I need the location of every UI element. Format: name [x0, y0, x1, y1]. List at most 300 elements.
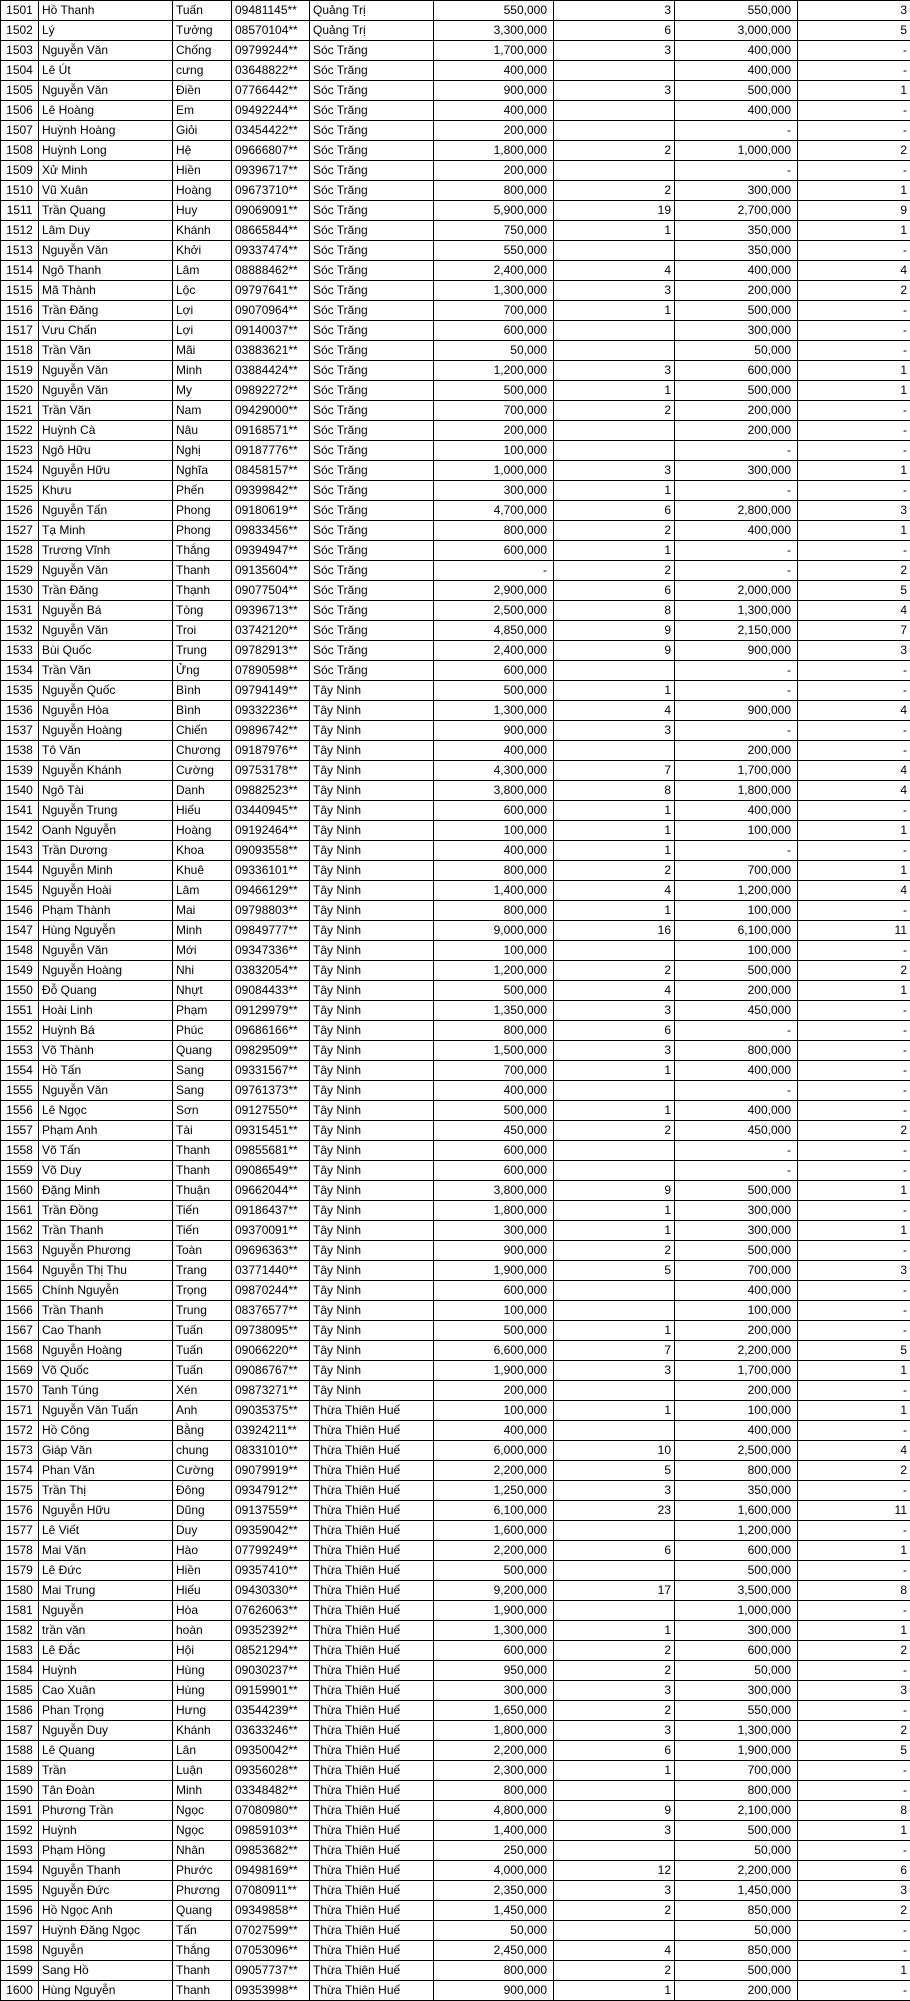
amount-2-cell: 200,000: [675, 281, 798, 301]
count-2-cell: 2: [798, 1121, 910, 1141]
table-row: [1, 161, 910, 181]
phone-cell: 09084433**: [232, 981, 310, 1001]
row-number: 1523: [1, 441, 39, 461]
row-number: 1530: [1, 581, 39, 601]
count-2-cell: -: [798, 341, 910, 361]
phone-cell: 09696363**: [232, 1241, 310, 1261]
amount-cell: 750,000: [434, 221, 554, 241]
amount-cell: 600,000: [434, 1281, 554, 1301]
given-name-cell: Điền: [173, 81, 232, 101]
province-cell: Tây Ninh: [310, 1301, 434, 1321]
province-cell: Tây Ninh: [310, 1061, 434, 1081]
family-name-cell: Nguyễn Trung: [39, 801, 173, 821]
count-2-cell: -: [798, 321, 910, 341]
count-2-cell: 5: [798, 21, 910, 41]
amount-cell: 4,850,000: [434, 621, 554, 641]
table-row: [1, 1041, 910, 1061]
row-number: 1556: [1, 1101, 39, 1121]
amount-cell: 800,000: [434, 1781, 554, 1801]
count-cell: 1: [554, 221, 675, 241]
phone-cell: 09849777**: [232, 921, 310, 941]
family-name-cell: Bùi Quốc: [39, 641, 173, 661]
phone-cell: 09466129**: [232, 881, 310, 901]
row-number: 1581: [1, 1601, 39, 1621]
row-number: 1510: [1, 181, 39, 201]
row-number: 1531: [1, 601, 39, 621]
count-2-cell: 2: [798, 561, 910, 581]
family-name-cell: Nguyễn Hòa: [39, 701, 173, 721]
phone-cell: 09035375**: [232, 1401, 310, 1421]
province-cell: Thừa Thiên Huế: [310, 1401, 434, 1421]
amount-2-cell: 700,000: [675, 1261, 798, 1281]
count-2-cell: -: [798, 1921, 910, 1941]
amount-cell: 400,000: [434, 741, 554, 761]
given-name-cell: Thanh: [173, 561, 232, 581]
province-cell: Quảng Trị: [310, 21, 434, 41]
count-cell: [554, 941, 675, 961]
family-name-cell: Nguyễn: [39, 1601, 173, 1621]
row-number: 1539: [1, 761, 39, 781]
count-2-cell: -: [798, 101, 910, 121]
amount-cell: 1,300,000: [434, 1621, 554, 1641]
count-cell: 6: [554, 1021, 675, 1041]
count-cell: 2: [554, 1641, 675, 1661]
amount-cell: 550,000: [434, 1, 554, 21]
table-row: [1, 1461, 910, 1481]
family-name-cell: Ngô Tài: [39, 781, 173, 801]
given-name-cell: Tài: [173, 1121, 232, 1141]
province-cell: Tây Ninh: [310, 1321, 434, 1341]
phone-cell: 09180619**: [232, 501, 310, 521]
count-2-cell: -: [798, 1481, 910, 1501]
amount-cell: 4,000,000: [434, 1861, 554, 1881]
amount-2-cell: 200,000: [675, 741, 798, 761]
table-row: [1, 1181, 910, 1201]
family-name-cell: Trương Vĩnh: [39, 541, 173, 561]
row-number: 1558: [1, 1141, 39, 1161]
amount-2-cell: 500,000: [675, 1961, 798, 1981]
count-2-cell: -: [798, 1321, 910, 1341]
row-number: 1571: [1, 1401, 39, 1421]
count-2-cell: -: [798, 1301, 910, 1321]
row-number: 1595: [1, 1881, 39, 1901]
row-number: 1583: [1, 1641, 39, 1661]
count-2-cell: 1: [798, 221, 910, 241]
count-cell: 3: [554, 1001, 675, 1021]
province-cell: Thừa Thiên Huế: [310, 1461, 434, 1481]
amount-cell: 1,600,000: [434, 1521, 554, 1541]
phone-cell: 09137559**: [232, 1501, 310, 1521]
phone-cell: 09782913**: [232, 641, 310, 661]
row-number: 1591: [1, 1801, 39, 1821]
table-row: [1, 601, 910, 621]
given-name-cell: Trọng: [173, 1281, 232, 1301]
table-row: [1, 1581, 910, 1601]
amount-2-cell: 50,000: [675, 1841, 798, 1861]
count-2-cell: 3: [798, 1681, 910, 1701]
row-number: 1505: [1, 81, 39, 101]
family-name-cell: Nguyễn Hữu: [39, 1501, 173, 1521]
amount-cell: 1,800,000: [434, 1201, 554, 1221]
province-cell: Sóc Trăng: [310, 461, 434, 481]
family-name-cell: Trần Quang: [39, 201, 173, 221]
family-name-cell: Nguyễn Văn Tuấn: [39, 1401, 173, 1421]
amount-cell: 400,000: [434, 101, 554, 121]
phone-cell: 09069091**: [232, 201, 310, 221]
amount-cell: 600,000: [434, 1641, 554, 1661]
given-name-cell: Tuấn: [173, 1, 232, 21]
phone-cell: 09332236**: [232, 701, 310, 721]
family-name-cell: Nguyễn Phương: [39, 1241, 173, 1261]
count-cell: 3: [554, 1881, 675, 1901]
table-row: [1, 581, 910, 601]
count-cell: 1: [554, 541, 675, 561]
province-cell: Sóc Trăng: [310, 281, 434, 301]
table-row: [1, 1421, 910, 1441]
amount-2-cell: -: [675, 561, 798, 581]
count-2-cell: 9: [798, 201, 910, 221]
table-row: [1, 1501, 910, 1521]
row-number: 1533: [1, 641, 39, 661]
given-name-cell: Phước: [173, 1861, 232, 1881]
count-2-cell: 2: [798, 1641, 910, 1661]
table-row: [1, 141, 910, 161]
phone-cell: 03832054**: [232, 961, 310, 981]
province-cell: Sóc Trăng: [310, 421, 434, 441]
amount-cell: 200,000: [434, 121, 554, 141]
family-name-cell: Phan Văn: [39, 1461, 173, 1481]
phone-cell: 09396717**: [232, 161, 310, 181]
table-row: [1, 421, 910, 441]
phone-cell: 09870244**: [232, 1281, 310, 1301]
table-row: [1, 121, 910, 141]
count-2-cell: 3: [798, 641, 910, 661]
family-name-cell: Phan Trọng: [39, 1701, 173, 1721]
count-cell: 1: [554, 801, 675, 821]
phone-cell: 08331010**: [232, 1441, 310, 1461]
family-name-cell: trần văn: [39, 1621, 173, 1641]
row-number: 1550: [1, 981, 39, 1001]
province-cell: Thừa Thiên Huế: [310, 1741, 434, 1761]
row-number: 1597: [1, 1921, 39, 1941]
table-row: [1, 381, 910, 401]
family-name-cell: Huỳnh: [39, 1661, 173, 1681]
province-cell: Tây Ninh: [310, 1181, 434, 1201]
amount-2-cell: 3,000,000: [675, 21, 798, 41]
province-cell: Sóc Trăng: [310, 621, 434, 641]
amount-cell: 4,300,000: [434, 761, 554, 781]
amount-cell: 2,200,000: [434, 1741, 554, 1761]
table-row: [1, 1021, 910, 1041]
province-cell: Thừa Thiên Huế: [310, 1681, 434, 1701]
table-row: [1, 821, 910, 841]
row-number: 1525: [1, 481, 39, 501]
amount-cell: 1,350,000: [434, 1001, 554, 1021]
row-number: 1520: [1, 381, 39, 401]
amount-2-cell: 100,000: [675, 1301, 798, 1321]
amount-cell: 6,000,000: [434, 1441, 554, 1461]
table-row: [1, 241, 910, 261]
count-cell: [554, 61, 675, 81]
given-name-cell: Ngọc: [173, 1821, 232, 1841]
family-name-cell: Huỳnh Bá: [39, 1021, 173, 1041]
count-2-cell: -: [798, 1281, 910, 1301]
amount-cell: 1,000,000: [434, 461, 554, 481]
table-row: [1, 1141, 910, 1161]
family-name-cell: Nguyễn Hoàng: [39, 1341, 173, 1361]
count-cell: 3: [554, 281, 675, 301]
count-2-cell: -: [798, 1841, 910, 1861]
phone-cell: 09331567**: [232, 1061, 310, 1081]
amount-cell: 800,000: [434, 861, 554, 881]
count-cell: 10: [554, 1441, 675, 1461]
table-row: [1, 681, 910, 701]
amount-cell: 400,000: [434, 1081, 554, 1101]
amount-2-cell: 6,100,000: [675, 921, 798, 941]
row-number: 1549: [1, 961, 39, 981]
amount-cell: 2,350,000: [434, 1881, 554, 1901]
count-cell: [554, 741, 675, 761]
given-name-cell: Khuê: [173, 861, 232, 881]
count-cell: 1: [554, 1621, 675, 1641]
amount-cell: 500,000: [434, 1101, 554, 1121]
province-cell: Tây Ninh: [310, 1341, 434, 1361]
given-name-cell: Mai: [173, 901, 232, 921]
count-cell: 17: [554, 1581, 675, 1601]
count-cell: 7: [554, 1341, 675, 1361]
count-cell: [554, 1161, 675, 1181]
given-name-cell: chung: [173, 1441, 232, 1461]
row-number: 1577: [1, 1521, 39, 1541]
province-cell: Thừa Thiên Huế: [310, 1661, 434, 1681]
table-row: [1, 1681, 910, 1701]
amount-2-cell: 100,000: [675, 901, 798, 921]
row-number: 1592: [1, 1821, 39, 1841]
row-number: 1508: [1, 141, 39, 161]
count-cell: 3: [554, 1, 675, 21]
table-row: [1, 1521, 910, 1541]
amount-cell: 1,300,000: [434, 701, 554, 721]
count-cell: 6: [554, 21, 675, 41]
amount-2-cell: 1,450,000: [675, 1881, 798, 1901]
row-number: 1584: [1, 1661, 39, 1681]
given-name-cell: Lâm: [173, 881, 232, 901]
row-number: 1546: [1, 901, 39, 921]
count-cell: [554, 1141, 675, 1161]
amount-2-cell: 50,000: [675, 341, 798, 361]
province-cell: Thừa Thiên Huế: [310, 1441, 434, 1461]
count-2-cell: 2: [798, 1901, 910, 1921]
amount-cell: 1,200,000: [434, 361, 554, 381]
amount-2-cell: 200,000: [675, 981, 798, 1001]
amount-2-cell: 2,700,000: [675, 201, 798, 221]
amount-2-cell: 500,000: [675, 381, 798, 401]
count-cell: 2: [554, 401, 675, 421]
phone-cell: 07027599**: [232, 1921, 310, 1941]
amount-cell: 6,600,000: [434, 1341, 554, 1361]
province-cell: Sóc Trăng: [310, 601, 434, 621]
given-name-cell: Hùng: [173, 1661, 232, 1681]
province-cell: Tây Ninh: [310, 1281, 434, 1301]
amount-cell: 1,900,000: [434, 1361, 554, 1381]
table-row: [1, 1361, 910, 1381]
table-row: [1, 1761, 910, 1781]
count-2-cell: -: [798, 421, 910, 441]
amount-2-cell: 1,600,000: [675, 1501, 798, 1521]
phone-cell: 09187776**: [232, 441, 310, 461]
row-number: 1532: [1, 621, 39, 641]
count-2-cell: 7: [798, 621, 910, 641]
count-cell: 9: [554, 1181, 675, 1201]
family-name-cell: Hồ Công: [39, 1421, 173, 1441]
count-cell: [554, 1521, 675, 1541]
province-cell: Tây Ninh: [310, 1001, 434, 1021]
province-cell: Tây Ninh: [310, 1221, 434, 1241]
amount-2-cell: 300,000: [675, 181, 798, 201]
count-cell: [554, 121, 675, 141]
row-number: 1574: [1, 1461, 39, 1481]
row-number: 1517: [1, 321, 39, 341]
count-cell: 9: [554, 1801, 675, 1821]
given-name-cell: Hưng: [173, 1701, 232, 1721]
table-row: [1, 401, 910, 421]
count-cell: 4: [554, 261, 675, 281]
count-cell: 1: [554, 1981, 675, 2001]
amount-cell: 3,300,000: [434, 21, 554, 41]
table-row: [1, 1381, 910, 1401]
given-name-cell: Bình: [173, 681, 232, 701]
amount-2-cell: 600,000: [675, 1641, 798, 1661]
phone-cell: 09030237**: [232, 1661, 310, 1681]
given-name-cell: Troi: [173, 621, 232, 641]
amount-2-cell: 400,000: [675, 261, 798, 281]
given-name-cell: Thắng: [173, 541, 232, 561]
row-number: 1566: [1, 1301, 39, 1321]
amount-2-cell: 900,000: [675, 701, 798, 721]
given-name-cell: Hiếu: [173, 801, 232, 821]
phone-cell: 09399842**: [232, 481, 310, 501]
amount-cell: 700,000: [434, 301, 554, 321]
amount-2-cell: 300,000: [675, 1221, 798, 1241]
amount-2-cell: 300,000: [675, 461, 798, 481]
row-number: 1578: [1, 1541, 39, 1561]
phone-cell: 03544239**: [232, 1701, 310, 1721]
count-2-cell: 4: [798, 761, 910, 781]
given-name-cell: Nghĩa: [173, 461, 232, 481]
count-cell: 2: [554, 1701, 675, 1721]
count-cell: [554, 1561, 675, 1581]
row-number: 1544: [1, 861, 39, 881]
table-row: [1, 1621, 910, 1641]
count-2-cell: 2: [798, 1721, 910, 1741]
amount-cell: 500,000: [434, 1321, 554, 1341]
amount-2-cell: 200,000: [675, 421, 798, 441]
amount-2-cell: 200,000: [675, 401, 798, 421]
amount-cell: 600,000: [434, 321, 554, 341]
amount-2-cell: 450,000: [675, 1121, 798, 1141]
given-name-cell: Huy: [173, 201, 232, 221]
table-row: [1, 1901, 910, 1921]
family-name-cell: Hoài Linh: [39, 1001, 173, 1021]
amount-2-cell: 400,000: [675, 801, 798, 821]
family-name-cell: Mã Thành: [39, 281, 173, 301]
province-cell: Thừa Thiên Huế: [310, 1821, 434, 1841]
table-row: [1, 1241, 910, 1261]
amount-cell: 3,800,000: [434, 781, 554, 801]
family-name-cell: Tạ Minh: [39, 521, 173, 541]
given-name-cell: Trung: [173, 641, 232, 661]
province-cell: Sóc Trăng: [310, 161, 434, 181]
family-name-cell: Vũ Xuân: [39, 181, 173, 201]
row-number: 1580: [1, 1581, 39, 1601]
count-cell: 2: [554, 181, 675, 201]
table-row: [1, 561, 910, 581]
table-row: [1, 961, 910, 981]
count-2-cell: -: [798, 1941, 910, 1961]
given-name-cell: Thanh: [173, 1161, 232, 1181]
given-name-cell: Hiền: [173, 1561, 232, 1581]
family-name-cell: Nguyễn Hoàng: [39, 961, 173, 981]
family-name-cell: Trần Đăng: [39, 301, 173, 321]
amount-2-cell: 50,000: [675, 1921, 798, 1941]
count-cell: 3: [554, 1041, 675, 1061]
count-2-cell: -: [798, 1981, 910, 2001]
given-name-cell: Lợi: [173, 301, 232, 321]
amount-cell: 400,000: [434, 1421, 554, 1441]
table-row: [1, 1161, 910, 1181]
amount-cell: 1,900,000: [434, 1261, 554, 1281]
count-cell: 1: [554, 1221, 675, 1241]
amount-2-cell: 400,000: [675, 101, 798, 121]
amount-2-cell: 600,000: [675, 1541, 798, 1561]
count-cell: 4: [554, 981, 675, 1001]
phone-cell: 09352392**: [232, 1621, 310, 1641]
amount-2-cell: 100,000: [675, 1401, 798, 1421]
phone-cell: 09673710**: [232, 181, 310, 201]
row-number: 1573: [1, 1441, 39, 1461]
province-cell: Sóc Trăng: [310, 141, 434, 161]
count-2-cell: -: [798, 1701, 910, 1721]
count-cell: [554, 1381, 675, 1401]
given-name-cell: Phạm: [173, 1001, 232, 1021]
table-row: [1, 1661, 910, 1681]
count-2-cell: -: [798, 301, 910, 321]
given-name-cell: Chống: [173, 41, 232, 61]
family-name-cell: Trần Văn: [39, 401, 173, 421]
given-name-cell: Thạnh: [173, 581, 232, 601]
province-cell: Sóc Trăng: [310, 401, 434, 421]
province-cell: Tây Ninh: [310, 1121, 434, 1141]
family-name-cell: Võ Quốc: [39, 1361, 173, 1381]
count-2-cell: -: [798, 801, 910, 821]
row-number: 1555: [1, 1081, 39, 1101]
family-name-cell: Huỳnh Cà: [39, 421, 173, 441]
given-name-cell: Cường: [173, 1461, 232, 1481]
row-number: 1572: [1, 1421, 39, 1441]
phone-cell: 09093558**: [232, 841, 310, 861]
phone-cell: 09662044**: [232, 1181, 310, 1201]
phone-cell: 09892272**: [232, 381, 310, 401]
count-2-cell: 6: [798, 1861, 910, 1881]
province-cell: Thừa Thiên Huế: [310, 1981, 434, 2001]
phone-cell: 07080980**: [232, 1801, 310, 1821]
given-name-cell: Sang: [173, 1081, 232, 1101]
family-name-cell: Lê Đức: [39, 1561, 173, 1581]
amount-2-cell: 550,000: [675, 1701, 798, 1721]
count-2-cell: -: [798, 41, 910, 61]
table-row: [1, 781, 910, 801]
province-cell: Tây Ninh: [310, 1081, 434, 1101]
